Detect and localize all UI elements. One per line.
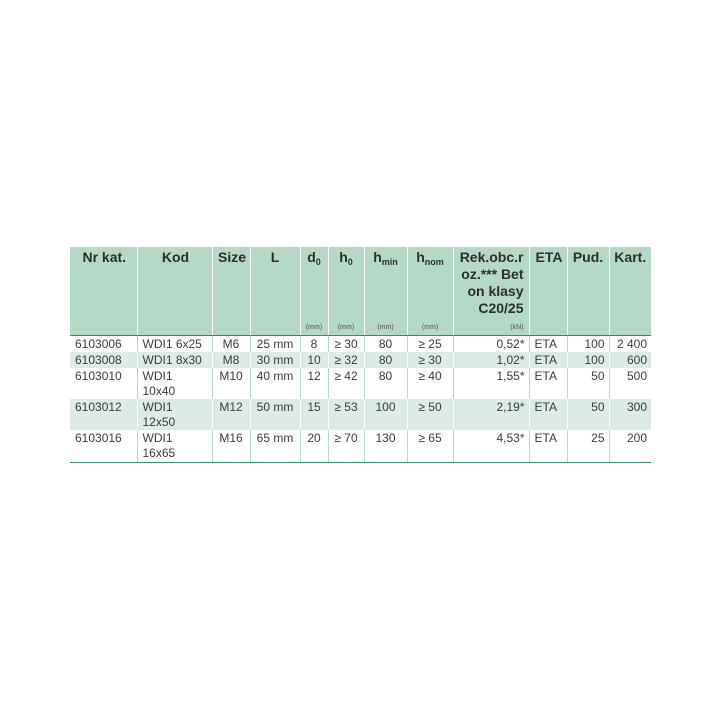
table-row [70, 336, 651, 353]
cell-rek: 1,55* [453, 368, 529, 399]
cell-hmin: 80 [364, 352, 407, 368]
cell-eta: ETA [529, 430, 567, 462]
cell-kod: WDI1 10x40 [137, 368, 212, 399]
cell-pud: 50 [567, 399, 609, 430]
col-header-nr-kat: Nr kat. [70, 247, 137, 336]
table-row [70, 430, 651, 462]
cell-kart: 500 [609, 368, 651, 399]
cell-h0: ≥ 32 [328, 352, 364, 368]
col-header-h0 [328, 247, 364, 336]
cell-rek: 4,53* [453, 430, 529, 462]
col-header-size: Size [212, 247, 250, 336]
cell-size: M8 [212, 352, 250, 368]
col-header-rek: Rek.obc.roz.*** Beton klasy C20/25 (kN) [453, 247, 529, 336]
table-row [70, 352, 651, 368]
rek-unit: (kN) [510, 324, 524, 331]
cell-rek: 0,52* [453, 336, 529, 353]
col-header-kod: Kod [137, 247, 212, 336]
cell-hnom: ≥ 50 [407, 399, 453, 430]
cell-d0: 20 [300, 430, 328, 462]
cell-kod: WDI1 8x30 [137, 352, 212, 368]
h0-subscript: 0 [347, 257, 353, 267]
cell-hnom: ≥ 40 [407, 368, 453, 399]
cell-rek: 2,19* [453, 399, 529, 430]
cell-l: 50 mm [250, 399, 300, 430]
cell-l: 25 mm [250, 336, 300, 353]
cell-size: M6 [212, 336, 250, 353]
cell-h0: ≥ 53 [328, 399, 364, 430]
product-spec-table [70, 247, 651, 463]
hnom-unit: (mm) [421, 324, 439, 331]
h0-unit: (mm) [337, 324, 355, 331]
cell-kod: WDI1 16x65 [137, 430, 212, 462]
cell-d0: 10 [300, 352, 328, 368]
cell-kart: 300 [609, 399, 651, 430]
cell-eta: ETA [529, 399, 567, 430]
cell-nr: 6103016 [70, 430, 137, 462]
cell-kod: WDI1 12x50 [137, 399, 212, 430]
table-row [70, 399, 651, 430]
cell-size: M10 [212, 368, 250, 399]
col-header-l: L [250, 247, 300, 336]
h0-label: h [339, 249, 348, 265]
hnom-label: h [416, 249, 425, 265]
col-header-d0 [300, 247, 328, 336]
hnom-subscript: nom [424, 257, 444, 267]
col-header-kart: Kart. [609, 247, 651, 336]
cell-pud: 50 [567, 368, 609, 399]
cell-kart: 2 400 [609, 336, 651, 353]
cell-pud: 25 [567, 430, 609, 462]
hmin-label: h [373, 249, 382, 265]
cell-l: 30 mm [250, 352, 300, 368]
cell-hmin: 100 [364, 399, 407, 430]
cell-d0: 12 [300, 368, 328, 399]
cell-eta: ETA [529, 368, 567, 399]
cell-size: M12 [212, 399, 250, 430]
cell-eta: ETA [529, 352, 567, 368]
cell-nr: 6103008 [70, 352, 137, 368]
cell-kod: WDI1 6x25 [137, 336, 212, 353]
cell-hmin: 80 [364, 368, 407, 399]
d0-subscript: 0 [315, 257, 321, 267]
col-header-hmin [364, 247, 407, 336]
cell-kart: 200 [609, 430, 651, 462]
col-header-hnom [407, 247, 453, 336]
cell-h0: ≥ 30 [328, 336, 364, 353]
cell-hnom: ≥ 30 [407, 352, 453, 368]
col-header-pud: Pud. [567, 247, 609, 336]
cell-d0: 15 [300, 399, 328, 430]
cell-hnom: ≥ 65 [407, 430, 453, 462]
cell-l: 40 mm [250, 368, 300, 399]
cell-l: 65 mm [250, 430, 300, 462]
cell-h0: ≥ 70 [328, 430, 364, 462]
d0-label: d [307, 249, 316, 265]
header-row [70, 247, 651, 336]
cell-kart: 600 [609, 352, 651, 368]
hmin-unit: (mm) [377, 324, 394, 331]
cell-eta: ETA [529, 336, 567, 353]
cell-nr: 6103010 [70, 368, 137, 399]
col-header-eta: ETA [529, 247, 567, 336]
cell-size: M16 [212, 430, 250, 462]
cell-d0: 8 [300, 336, 328, 353]
cell-pud: 100 [567, 336, 609, 353]
cell-hmin: 80 [364, 336, 407, 353]
d0-unit: (mm) [305, 324, 323, 331]
cell-nr: 6103006 [70, 336, 137, 353]
cell-h0: ≥ 42 [328, 368, 364, 399]
hmin-subscript: min [381, 257, 398, 267]
cell-pud: 100 [567, 352, 609, 368]
table-row [70, 368, 651, 399]
cell-hnom: ≥ 25 [407, 336, 453, 353]
cell-nr: 6103012 [70, 399, 137, 430]
cell-rek: 1,02* [453, 352, 529, 368]
cell-hmin: 130 [364, 430, 407, 462]
